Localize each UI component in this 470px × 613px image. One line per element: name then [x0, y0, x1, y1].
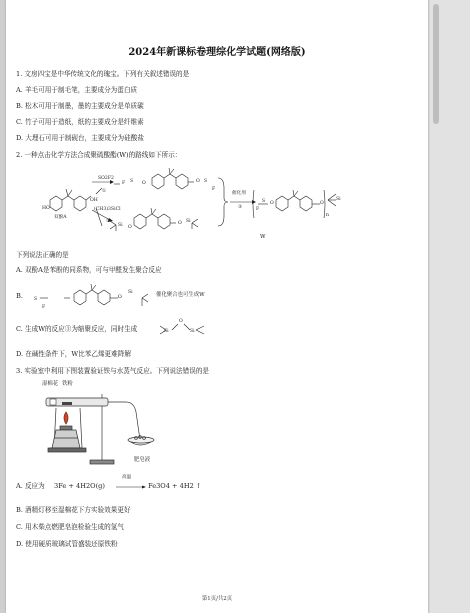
- question-3-option-a-condition: 高温: [122, 475, 132, 480]
- w-o-label: O: [270, 201, 274, 206]
- question-3-option-c: C. 用木柴点燃肥皂泡检验生成的氢气: [16, 523, 124, 531]
- catalyst-label: 催化剂: [232, 191, 246, 196]
- option-b-si-label: Si: [128, 290, 133, 295]
- question-2-option-b-label: B.: [16, 292, 23, 300]
- document-page: [6, 0, 428, 613]
- lower-o2-label: O: [178, 221, 182, 226]
- option-b-f-label: F: [42, 305, 46, 310]
- question-1-option-d: D. 大理石可用于制砚台，主要成分为硅酸盐: [16, 134, 144, 142]
- viewer-scrollbar-thumb[interactable]: [433, 4, 439, 124]
- ho-label: HO: [42, 206, 50, 211]
- option-c-si2-label: Si: [190, 329, 195, 334]
- label-soap-solution: 肥皂液: [134, 457, 151, 463]
- question-2-option-c: C. 生成W的反应③为缩聚反应，同时生成: [16, 325, 138, 333]
- lower-si2-label: Si: [186, 219, 191, 224]
- lower-si-label: Si: [118, 223, 123, 228]
- question-3-option-a-prefix: A. 反应为: [16, 482, 45, 490]
- label-wet-cotton: 湿棉花: [42, 381, 59, 387]
- step-1-marker: ①: [102, 189, 107, 194]
- monomer-label: 双酚A: [54, 215, 67, 220]
- question-2-stem: 2. 一种点击化学方法合成聚硫酸酯(W)的路线如下所示：: [16, 151, 182, 159]
- upper-f2-label: F: [212, 187, 216, 192]
- question-2-sub-stem: 下列说法正确的是: [16, 251, 69, 259]
- reaction-scheme: [6, 160, 428, 240]
- equation-arrow: [116, 485, 146, 489]
- label-iron-powder: 铁粉: [62, 381, 73, 387]
- w-n-label: n: [326, 213, 329, 218]
- step-2-marker: ②: [106, 219, 111, 224]
- lower-o-label: O: [128, 225, 132, 230]
- upper-o-label: O: [142, 181, 146, 186]
- question-3-option-a-products: Fe3O4 + 4H2 ↑: [148, 482, 202, 490]
- option-b-s-label: S: [34, 297, 38, 302]
- upper-s-label: S: [130, 179, 134, 184]
- apparatus-diagram: [36, 388, 186, 468]
- reagent-2: (CH3)3SiCl: [94, 207, 121, 212]
- upper-s2-label: S: [204, 179, 208, 184]
- page-footer: 第1页/共2页: [201, 596, 233, 602]
- upper-o2-label: O: [196, 179, 200, 184]
- w-o2-label: O: [320, 201, 324, 206]
- question-1-option-a: A. 羊毛可用于制毛笔，主要成分为蛋白质: [16, 86, 138, 94]
- document-title: 2024年新课标卷理综化学试题(网络版): [128, 47, 306, 58]
- question-1-stem: 1. 文房四宝是中华传统文化的瑰宝。下列有关叙述错误的是: [16, 70, 190, 78]
- step-3-marker: ③: [238, 205, 243, 210]
- question-3-option-b: B. 酒精灯移至湿棉花下方实验效果更好: [16, 506, 131, 514]
- product-w-label: W: [260, 234, 266, 240]
- option-c-si-label: Si: [164, 329, 169, 334]
- question-2-option-a: A. 双酚A是苯酚的同系物，可与甲醛发生聚合反应: [16, 266, 162, 274]
- w-s-label: S: [262, 199, 266, 204]
- w-f-label: F: [256, 207, 260, 212]
- reagent-1: SO2F2: [98, 176, 114, 181]
- question-1-option-b: B. 松木可用于制墨，墨的主要成分是单质碳: [16, 102, 144, 110]
- question-3-stem: 3. 实验室中利用下图装置验证铁与水蒸气反应。下列说法错误的是: [16, 367, 210, 375]
- question-2-option-b-text: 催化聚合也可生成W: [156, 292, 205, 298]
- oh-label: OH: [90, 198, 98, 203]
- question-3-option-a-reactants: 3Fe + 4H2O(g): [54, 482, 105, 490]
- w-si-label: Si: [336, 197, 341, 202]
- option-b-o-label: O: [118, 295, 122, 300]
- option-c-o-label: O: [179, 319, 183, 324]
- question-3-option-d: D. 使用硬质玻璃试管盛装还原铁粉: [16, 540, 118, 548]
- upper-f-label: F: [122, 181, 126, 186]
- question-2-option-d: D. 在碱性条件下，W比苯乙烯更难降解: [16, 350, 131, 358]
- question-1-option-c: C. 竹子可用于造纸，纸的主要成分是纤维素: [16, 118, 144, 126]
